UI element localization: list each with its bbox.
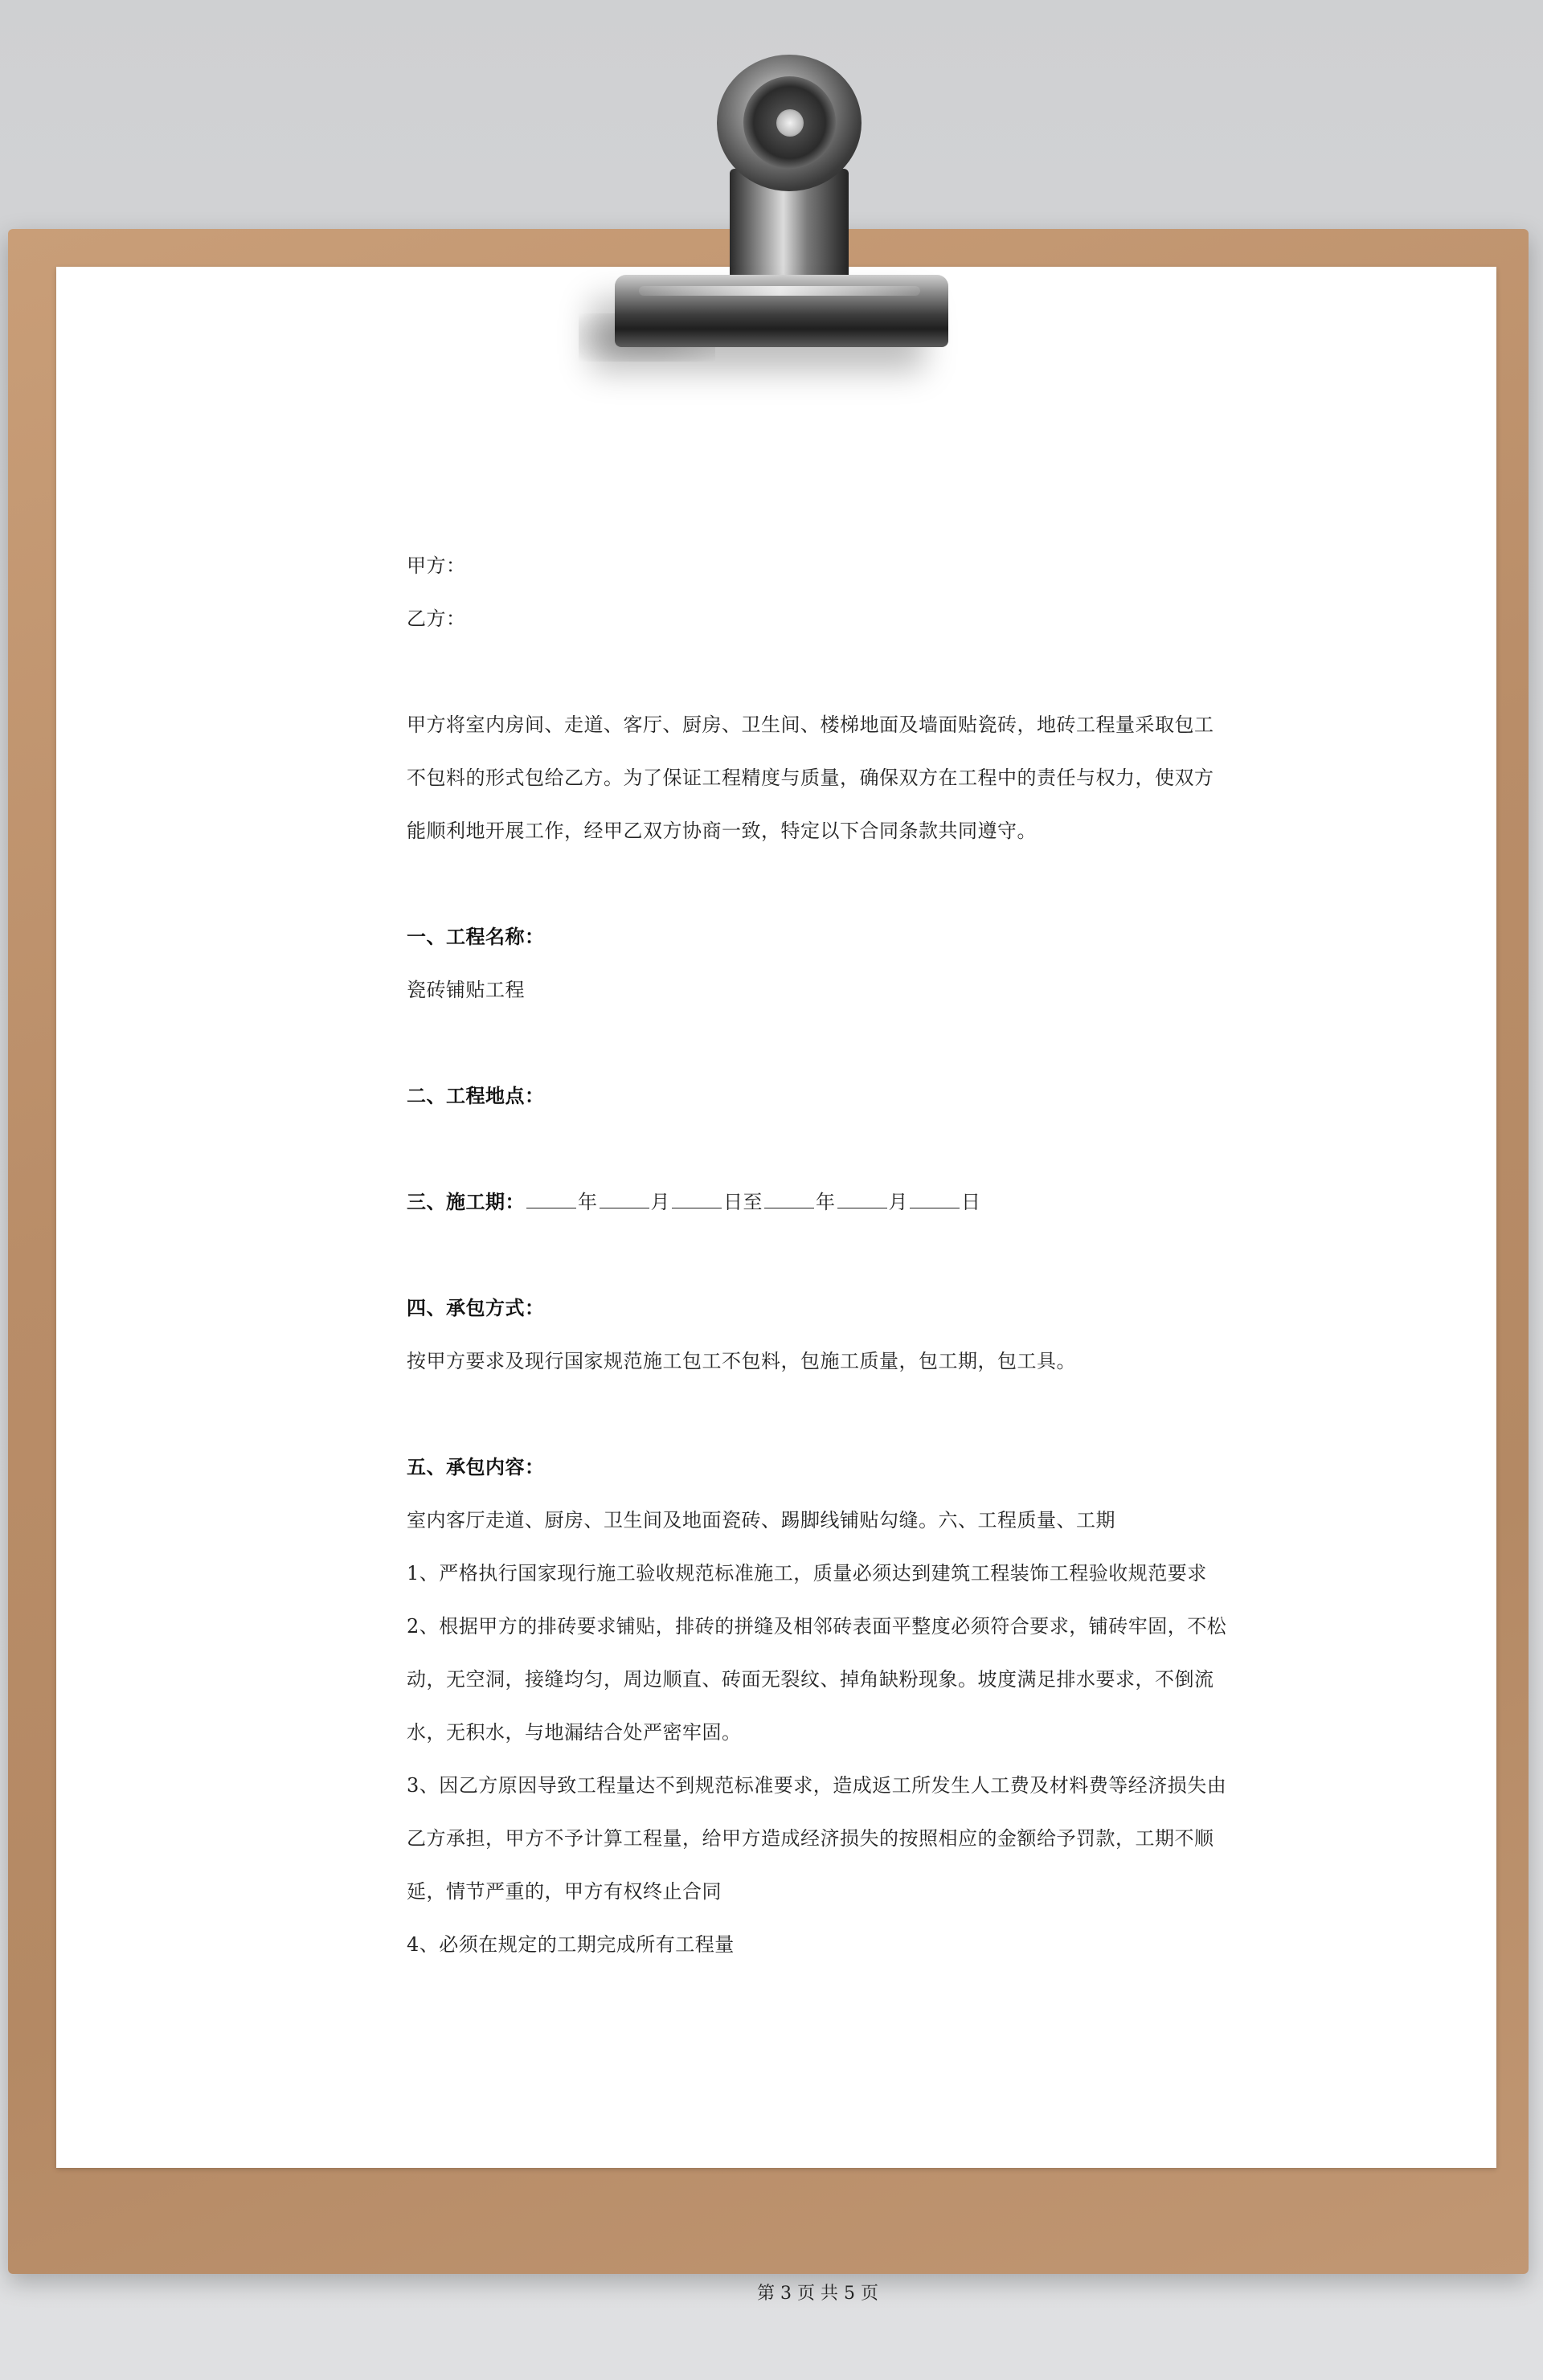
start-year-blank[interactable] <box>526 1190 576 1208</box>
party-b-label: 乙方： <box>407 607 466 630</box>
intro-line-1: 甲方将室内房间、走道、客厅、厨房、卫生间、楼梯地面及墙面贴瓷砖，地砖工程量采取包工 <box>407 714 1214 736</box>
end-day-unit: 日 <box>961 1191 981 1213</box>
section-4-body: 按甲方要求及现行国家规范施工包工不包料，包施工质量，包工期，包工具。 <box>407 1350 1076 1372</box>
page-number-footer: 第 3 页 共 5 页 <box>757 2284 878 2304</box>
clip-hole <box>776 109 804 137</box>
end-year-unit: 年 <box>816 1191 836 1213</box>
start-month-blank[interactable] <box>600 1190 649 1208</box>
section-5-heading: 五、承包内容： <box>407 1455 545 1478</box>
end-month-unit: 月 <box>888 1191 908 1213</box>
section-5-line-4: 动，无空洞，接缝均匀，周边顺直、砖面无裂纹、掉角缺粉现象。坡度满足排水要求，不倒流 <box>407 1668 1214 1691</box>
construction-period-line <box>407 1186 981 1214</box>
section-5-line-6: 3、因乙方原因导致工程量达不到规范标准要求，造成返工所发生人工费及材料费等经济损失由 <box>407 1774 1227 1797</box>
start-year-unit: 年 <box>578 1191 598 1213</box>
binder-clip-icon <box>579 48 956 354</box>
section-3-heading: 三、施工期： <box>407 1190 525 1213</box>
end-month-blank[interactable] <box>837 1190 887 1208</box>
section-5-line-1: 室内客厅走道、厨房、卫生间及地面瓷砖、踢脚线铺贴勾缝。六、工程质量、工期 <box>407 1509 1115 1531</box>
party-a-label: 甲方： <box>407 554 466 577</box>
clip-base-shine <box>639 286 920 296</box>
section-5-line-5: 水，无积水，与地漏结合处严密牢固。 <box>407 1721 742 1744</box>
section-5-line-8: 延，情节严重的，甲方有权终止合同 <box>407 1880 722 1903</box>
section-5-line-7: 乙方承担，甲方不予计算工程量，给甲方造成经济损失的按照相应的金额给予罚款，工期不顺 <box>407 1827 1214 1850</box>
section-2-heading: 二、工程地点： <box>407 1084 545 1107</box>
intro-line-3: 能顺利地开展工作，经甲乙双方协商一致，特定以下合同条款共同遵守。 <box>407 820 1037 842</box>
section-5-line-2: 1、严格执行国家现行施工验收规范标准施工，质量必须达到建筑工程装饰工程验收规范要求 <box>407 1562 1207 1585</box>
section-1-body: 瓷砖铺贴工程 <box>407 979 525 1001</box>
section-5-line-3: 2、根据甲方的排砖要求铺贴，排砖的拼缝及相邻砖表面平整度必须符合要求，铺砖牢固，不松 <box>407 1615 1227 1638</box>
section-1-heading: 一、工程名称： <box>407 925 545 948</box>
end-day-blank[interactable] <box>910 1190 960 1208</box>
section-5-line-9: 4、必须在规定的工期完成所有工程量 <box>407 1933 735 1956</box>
document-page <box>56 267 1496 2304</box>
intro-line-2: 不包料的形式包给乙方。为了保证工程精度与质量，确保双方在工程中的责任与权力，使双方 <box>407 767 1214 789</box>
start-day-blank[interactable] <box>672 1190 722 1208</box>
end-year-blank[interactable] <box>764 1190 814 1208</box>
start-month-unit: 月 <box>650 1191 670 1213</box>
section-4-heading: 四、承包方式： <box>407 1296 545 1319</box>
start-day-unit: 日至 <box>723 1191 763 1213</box>
